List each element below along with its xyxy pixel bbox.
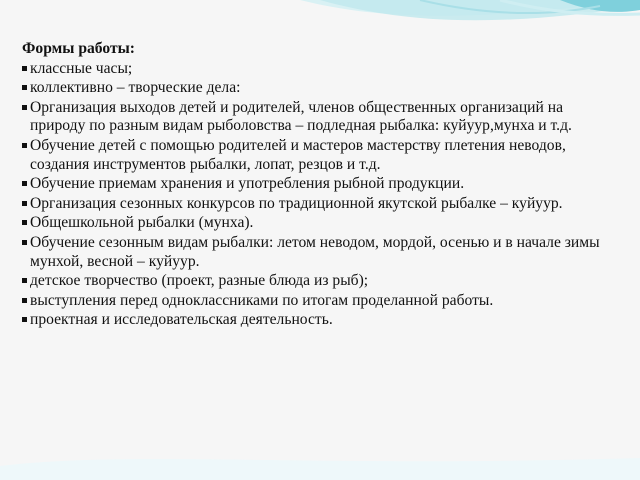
bullet-item: Обучение приемам хранения и употребления рыбной продукции.	[22, 175, 622, 194]
bullet-item: Организация выходов детей и родителей, членов общественных организаций на природу по разным видам рыболовства – подледная рыбалка: куйуур,мунха и т.д.	[22, 99, 622, 136]
slide-title: Формы работы:	[22, 40, 136, 57]
bullet-item: Обучение сезонным видам рыбалки: летом неводом, мордой, осенью и в начале зимы мунхой, весной – куйуур.	[22, 234, 622, 271]
bullet-item: проектная и исследовательская деятельность.	[22, 311, 622, 330]
bullet-list	[22, 60, 622, 330]
bullet-item: выступления перед одноклассниками по итогам проделанной работы.	[22, 292, 622, 311]
bullet-item: Обучение детей с помощью родителей и мастеров мастерству плетения неводов, создания инструментов рыбалки, лопат, резцов и т.д.	[22, 137, 622, 174]
bullet-item: коллективно – творческие дела:	[22, 79, 622, 98]
bullet-item: Общешкольной рыбалки (мунха).	[22, 214, 622, 233]
slide-content	[22, 40, 622, 331]
bullet-item: детское творчество (проект, разные блюда из рыб);	[22, 272, 622, 291]
bullet-item: Организация сезонных конкурсов по традиционной якутской рыбалке – куйуур.	[22, 195, 622, 214]
bullet-item: классные часы;	[22, 60, 622, 79]
